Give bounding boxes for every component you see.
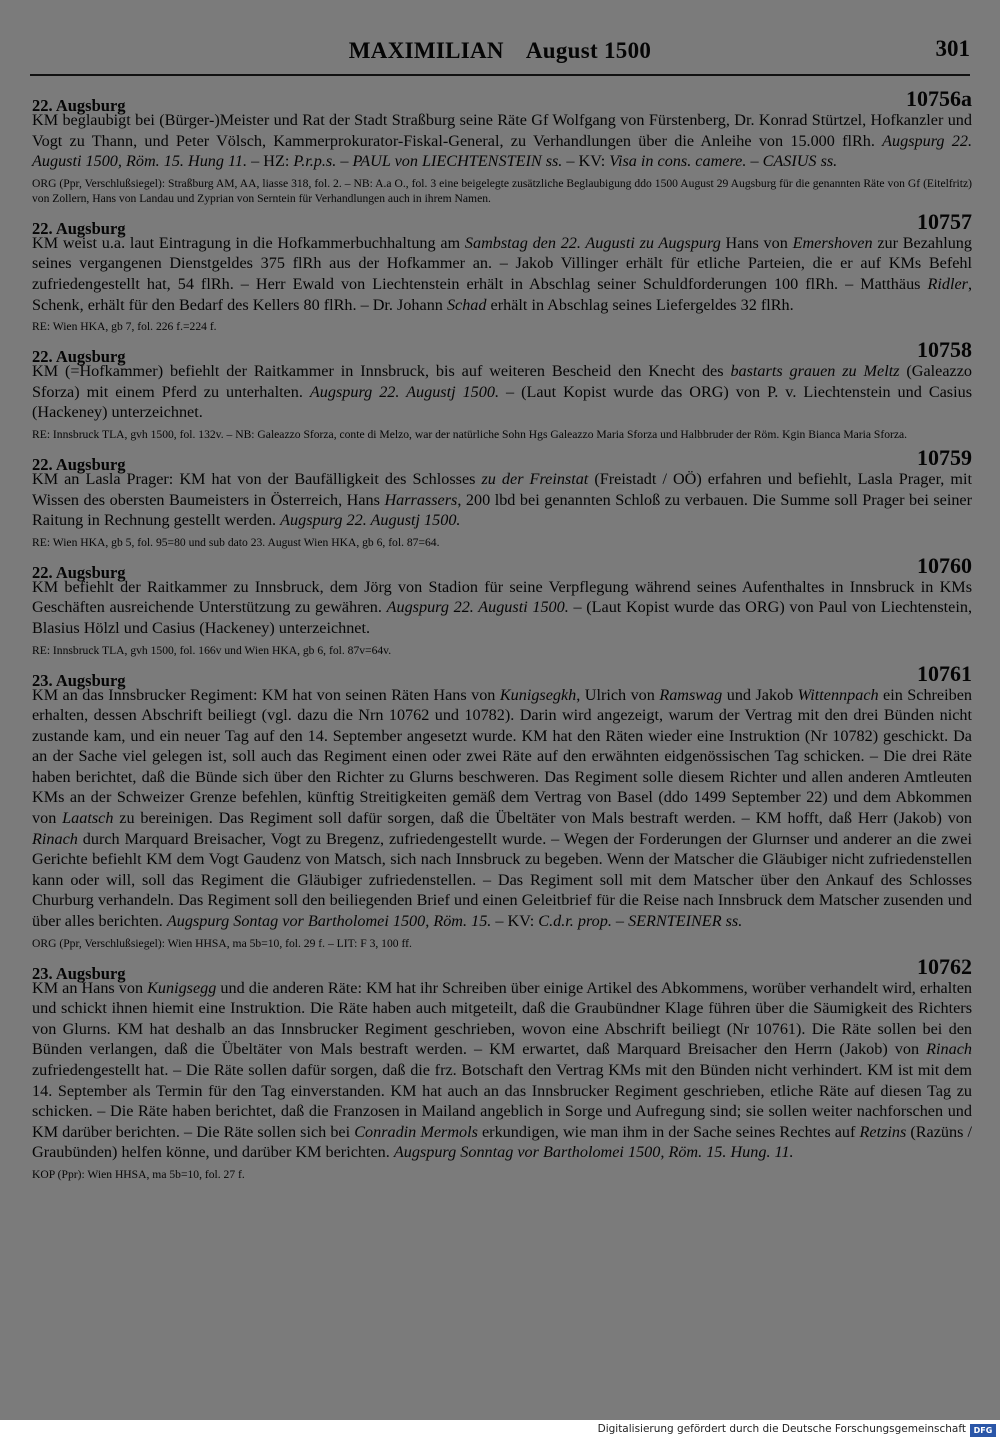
running-title <box>30 38 970 64</box>
footer-bar <box>0 1420 1000 1441</box>
entry-date: 22. Augsburg <box>32 454 126 474</box>
page-number: 301 <box>935 36 970 61</box>
page-header <box>30 38 970 72</box>
title-name: MAXIMILIAN <box>348 38 504 63</box>
entry-source-note: KOP (Ppr): Wien HHSA, ma 5b=10, fol. 27 f. <box>32 1167 245 1181</box>
document-entry <box>30 337 972 442</box>
entry-number: 10757 <box>917 208 972 234</box>
entry-source-note: RE: Innsbruck TLA, gvh 1500, fol. 166v und Wien HKA, gb 6, fol. 87v=64v. <box>32 643 392 657</box>
document-entry <box>30 953 973 1182</box>
entry-number: 10759 <box>917 444 972 470</box>
entry-date: 23. Augsburg <box>32 670 126 690</box>
entry-number: 10756a <box>906 86 972 111</box>
entry-date: 22. Augsburg <box>32 562 126 582</box>
entry-heading <box>30 660 972 690</box>
entry-text: KM an Lasla Prager: KM hat von der Baufälligkeit des Schlosses zu der Freinstat (Freistadt / OÖ) erfahren und befiehlt, Lasla Prager, mit Wissen des obersten Baumeisters in Österreich, Hans Harrassers, 200 lbd bei genannten Schloß zu verbauen. Die Summe soll Prager bei seiner Raitung in Rechnung gestellt werden. Augspurg 22. Augustj 1500. <box>32 469 972 530</box>
entry-source-note: RE: Innsbruck TLA, gvh 1500, fol. 132v. – NB: Galeazzo Sforza, conte di Melzo, war der natürliche Sohn Hgs Galeazzo Maria Sforza und Halbbruder der Röm. Kgin Bianca Maria Sforza. <box>32 427 908 441</box>
entry-number: 10762 <box>917 953 972 979</box>
title-date: August 1500 <box>525 38 652 63</box>
entry-text: KM (=Hofkammer) befiehlt der Raitkammer in Innsbruck, bis auf weiteren Bescheid den Knecht des bastarts grauen zu Meltz (Galeazzo Sforza) mit einem Pferd zu unterhalten. Augspurg 22. Augustj 1500. – (Laut Kopist wurde das ORG) von P. v. Liechtenstein und Casius (Hackeney) unterzeichnet. <box>32 362 972 422</box>
entry-text: KM an das Innsbrucker Regiment: KM hat von seinen Räten Hans von Kunigsegkh, Ulrich von Ramswag und Jakob Wittennpach ein Schreiben erhalten, dessen Abschrift beiliegt (vgl. dazu die Nrn 10762 und 10782). Darin wird angezeigt, warum der Vertrag mit den drei Bünden nicht zustande kam, und ein neuer Tag auf den 14. September angesetzt wurde. KM hat den Räten wieder eine Instruktion (Nr 10782) geschickt. Da an der Sache viel gelegen ist, soll auch das Regiment einen oder zwei Räte auf den erwähnten eidgenössischen Tag schicken. – Die drei Räte haben berichtet, daß die Bünde sich über den Richter zu Glurns beschweren. Das Regiment solle diesem Richter und allen anderen Amtleuten KMs an der Schweizer Grenze befehlen, künftig Streitigkeiten gemäß dem Vertrag von Basel (ddo 1499 September 22) und dem Abkommen von Laatsch zu bereinigen. Das Regiment soll dafür sorgen, daß die Übeltäter von Mals bestraft werden. – KM hofft, daß Herr (Jakob) von Rinach durch Marquard Breisacher, Vogt zu Bregenz, zufriedengestellt wurde. – Wegen der Forderungen der Glurnser und anderer an die zwei Gerichte befiehlt KM dem Vogt Gaudenz von Matsch, sich nach Innsbruck zu begeben. Wenn der Matscher die Gläubiger nicht zufriedenstellen kann oder will, soll das Regiment die Gläubiger zufriedenstellen. – Das Regiment soll mit dem Matscher über den Ankauf des Schlosses Churburg verhandeln. Das Regiment soll den beiliegenden Brief und einen Geleitbrief für die Reise nach Innsbruck dem Matscher zusenden und über alles berichten. Augspurg Sontag vor Bartholomei 1500, Röm. 15. – KV: C.d.r. prop. – SERNTEINER ss. <box>32 685 972 931</box>
entry-heading <box>30 953 972 983</box>
entry-text: KM an Hans von Kunigsegg und die anderen Räte: KM hat ihr Schreiben über einige Artikel des Abkommens, worüber verhandelt wird, erhalten und schickt ihnen hiemit eine Instruktion. Die Räte haben auch mitgeteilt, daß die Graubündner Klage führen über die Säumigkeit des Richters von Glurns. KM hat deshalb an das Innsbrucker Regiment geschrieben, wovon eine Abschrift beiliegt (Nr 10761). Die Räte sollen bei den Bünden verlangen, daß die Übeltäter von Mals bestraft werden. – KM erwartet, daß Marquard Breisacher den Herrn (Jakob) von Rinach zufriedengestellt hat. – Die Räte sollen dafür sorgen, daß die frz. Botschaft den Vertrag KMs mit den Bünden nicht verhindert. KM ist mit dem 14. September als Termin für den Tag einverstanden. KM hat auch an das Innsbrucker Regiment geschrieben, etliche Räte auf diesen Tag zu schicken. – Die Räte haben berichtet, daß die Franzosen in Mailand angeblich in Sorge und Aufregung sind; sie sollen weiter nachforschen und KM darüber berichten. – Die Räte sollen sich bei Conradin Mermols erkundigen, wie man ihm in der Sache seines Rechtes auf Retzins (Razüns / Graubünden) helfen könne, und darüber KM berichten. Augspurg Sonntag vor Bartholomei 1500, Röm. 15. Hung. 11. <box>32 978 973 1162</box>
entry-text: KM beglaubigt bei (Bürger-)Meister und Rat der Stadt Straßburg seine Räte Gf Wolfgang von Fürstenberg, Dr. Konrad Stürtzel, Hofkanzler und Vogt zu Thann, und Peter Völsch, Kammerprokurator-Fiskal-General, zu Verhandlungen über die Anleihe von 15.000 flRh. Augspurg 22. Augusti 1500, Röm. 15. Hung 11. – HZ: P.r.p.s. – PAUL von LIECHTENSTEIN ss. – KV: Visa in cons. camere. – CASIUS ss. <box>32 111 973 171</box>
entry-text: KM befiehlt der Raitkammer zu Innsbruck, dem Jörg von Stadion für seine Verpflegung während seines Aufenthaltes in Innsbruck in KMs Geschäften ausreichende Unterstützung zu gewähren. Augspurg 22. Augusti 1500. – (Laut Kopist wurde das ORG) von Paul von Liechtenstein, Blasius Hölzl und Casius (Hackeney) unterzeichnet. <box>32 577 972 637</box>
document-entry <box>30 660 972 951</box>
document-entry <box>30 86 973 206</box>
entry-date: 23. Augsburg <box>32 963 126 983</box>
entry-source-note: RE: Wien HKA, gb 7, fol. 226 f.=224 f. <box>32 320 217 334</box>
entry-number: 10760 <box>917 552 972 578</box>
document-entry <box>30 444 972 550</box>
dfg-logo-icon: DFG <box>970 1424 996 1437</box>
entry-number: 10758 <box>917 337 972 363</box>
entry-date: 22. Augsburg <box>32 218 126 238</box>
entry-heading <box>30 444 972 474</box>
entry-date: 22. Augsburg <box>32 347 126 367</box>
entry-list <box>30 86 973 1189</box>
document-entry <box>30 208 972 334</box>
entry-number: 10761 <box>917 660 972 686</box>
entry-source-note: ORG (Ppr, Verschlußsiegel): Straßburg AM, AA, liasse 318, fol. 2. – NB: A.a O., fol. 3 eine beigelegte zusätzliche Beglaubigung ddo 1500 August 29 Augsburg für die genannten Räte von Gf (Eitelfritz) von Zollern, Hans von Landau und Zyprian von Serntein für Verhandlungen auch in ihrem Namen. <box>32 176 972 205</box>
footer-credit: Digitalisierung gefördert durch die Deutsche Forschungsgemeinschaft <box>597 1423 966 1435</box>
document-entry <box>30 552 972 658</box>
entry-heading <box>30 337 972 367</box>
entry-heading <box>30 208 972 238</box>
entry-heading <box>30 552 972 582</box>
entry-text: KM weist u.a. laut Eintragung in die Hofkammerbuchhaltung am Sambstag den 22. Augusti zu Augspurg Hans von Emershoven zur Bezahlung seines vergangenen Dienstgeldes 375 flRh aus der Hofkammer an. – Jakob Villinger erhält für etliche Parteien, die er auf KMs Befehl zufriedengestellt hat, 54 flRh. – Herr Ewald von Liechtenstein erhält in Abschlag seiner Schuldforderungen 100 flRh. – Matthäus Ridler, Schenk, erhält für den Bedarf des Kellers 80 flRh. – Dr. Johann Schad erhält in Abschlag seines Liefergeldes 32 flRh. <box>32 233 972 314</box>
entry-source-note: ORG (Ppr, Verschlußsiegel): Wien HHSA, ma 5b=10, fol. 29 f. – LIT: F 3, 100 ff. <box>32 936 412 950</box>
header-rule <box>30 74 970 76</box>
entry-source-note: RE: Wien HKA, gb 5, fol. 95=80 und sub dato 23. August Wien HKA, gb 6, fol. 87=64. <box>32 535 440 549</box>
entry-heading <box>30 86 972 115</box>
entry-date: 22. Augsburg <box>32 96 126 115</box>
